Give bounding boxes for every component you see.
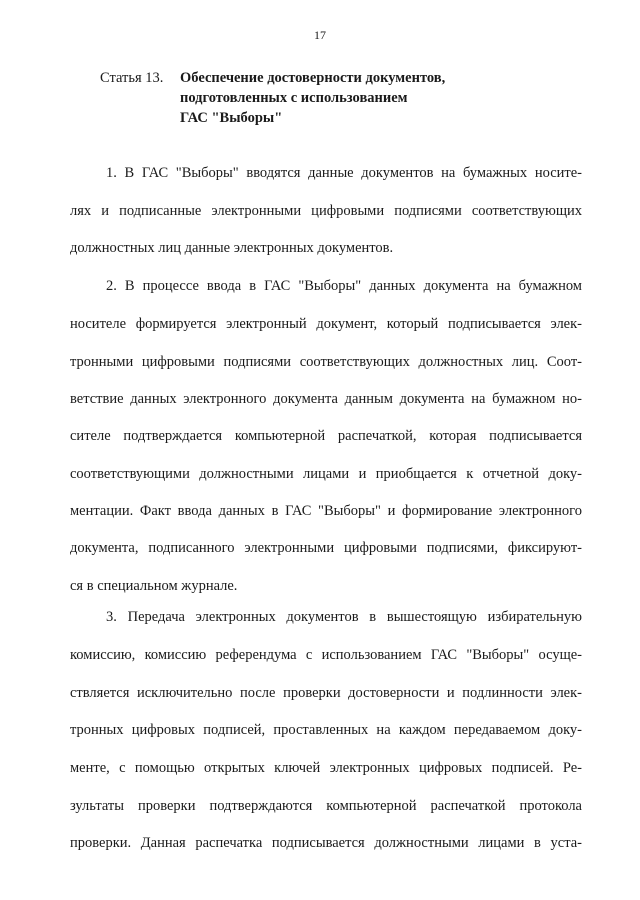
paragraph-1-line: лях и подписанные электронными цифровыми подписями соответствующих (70, 203, 582, 219)
paragraph-3-line: 3. Передача электронных документов в вышестоящую избирательную (106, 609, 582, 625)
paragraph-2-line: сителе подтверждается компьютерной распечаткой, которая подписывается (70, 428, 582, 444)
paragraph-3-line: проверки. Данная распечатка подписывается должностными лицами в уста- (70, 835, 582, 851)
paragraph-2-line: соответствующими должностными лицами и приобщается к отчетной доку- (70, 466, 582, 482)
article-label: Статья 13. (100, 70, 164, 86)
paragraph-2-line: ментации. Факт ввода данных в ГАС "Выборы" и формирование электронного (70, 503, 582, 519)
paragraph-2-line: носителе формируется электронный документ, который подписывается элек- (70, 316, 582, 332)
article-title-line: Обеспечение достоверности документов, (180, 70, 446, 86)
paragraph-2-line: ветствие данных электронного документа данным документа на бумажном но- (70, 391, 582, 407)
paragraph-3-line: ствляется исключительно после проверки достоверности и подлинности элек- (70, 685, 582, 701)
paragraph-3-line: менте, с помощью открытых ключей электронных цифровых подписей. Ре- (70, 760, 582, 776)
paragraph-1-line: должностных лиц данные электронных документов. (70, 240, 394, 256)
paragraph-2-line: тронными цифровыми подписями соответствующих должностных лиц. Соот- (70, 354, 582, 370)
article-title-line: подготовленных с использованием (180, 90, 408, 106)
paragraph-3-line: зультаты проверки подтверждаются компьютерной распечаткой протокола (70, 798, 582, 814)
paragraph-3-line: комиссию, комиссию референдума с использованием ГАС "Выборы" осуще- (70, 647, 582, 663)
paragraph-3-line: тронных цифровых подписей, проставленных на каждом передаваемом доку- (70, 722, 582, 738)
page-number: 17 (314, 28, 326, 42)
paragraph-2-line: документа, подписанного электронными цифровыми подписями, фиксируют- (70, 540, 582, 556)
article-title-line: ГАС "Выборы" (180, 110, 283, 126)
paragraph-1-line: 1. В ГАС "Выборы" вводятся данные документов на бумажных носите- (106, 165, 582, 181)
article-header (100, 68, 530, 128)
paragraph-2-line: ся в специальном журнале. (70, 578, 238, 594)
paragraph-2-line: 2. В процессе ввода в ГАС "Выборы" данных документа на бумажном (106, 278, 582, 294)
article-title (180, 68, 520, 128)
